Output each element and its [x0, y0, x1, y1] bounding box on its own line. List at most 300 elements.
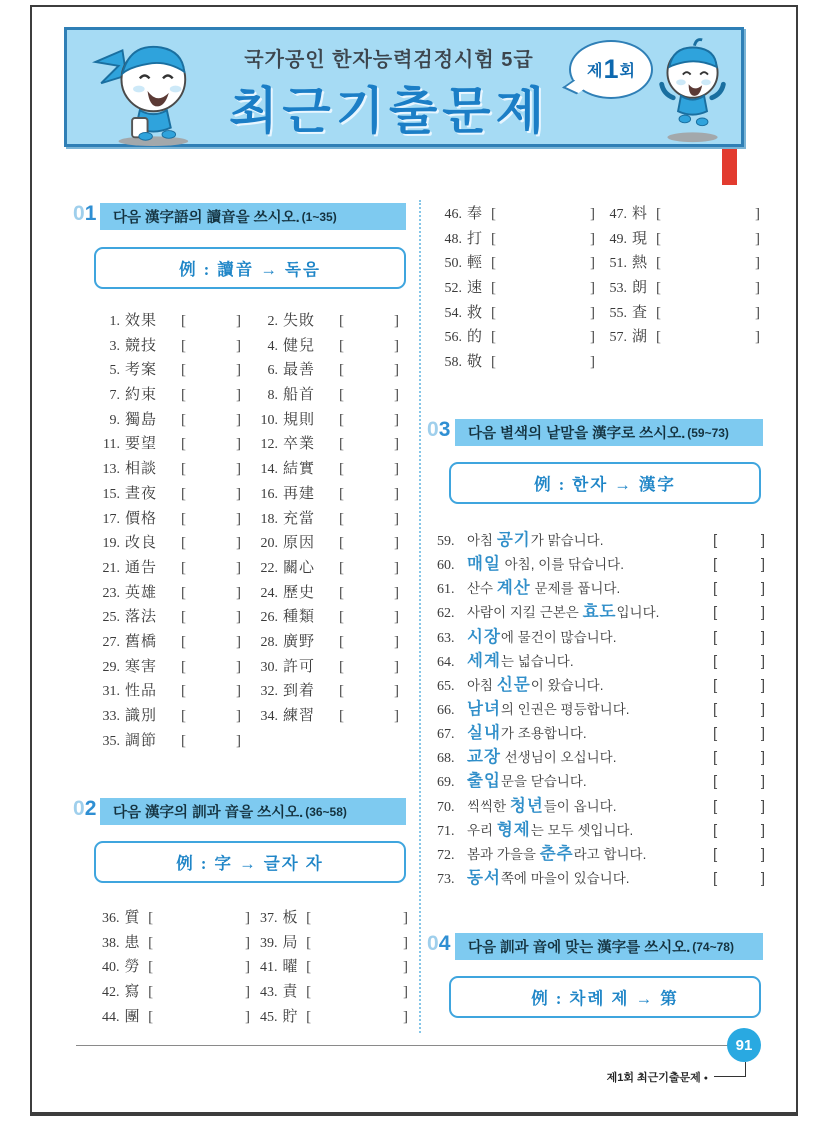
- question-item: [250, 309, 408, 334]
- bracket-close: ]: [236, 708, 241, 724]
- item-hanja: 廣野: [283, 633, 316, 650]
- highlighted-word: 형제: [496, 820, 531, 839]
- item-number: 1.: [109, 314, 120, 329]
- answer-blank: [181, 408, 241, 433]
- highlighted-word: 청년: [509, 796, 544, 815]
- item-number: 3.: [109, 338, 120, 354]
- item-number: 17.: [102, 511, 120, 527]
- answer-blank: [339, 655, 399, 680]
- bracket-close: ]: [755, 255, 760, 272]
- bracket-close: ]: [394, 436, 399, 453]
- answer-blank: [339, 507, 399, 532]
- highlighted-word: 계산: [496, 579, 531, 598]
- bracket-open: [: [491, 230, 496, 247]
- answer-blank: [713, 822, 765, 839]
- question-item: [92, 655, 250, 680]
- answer-blank: [306, 1005, 408, 1030]
- answer-blank: [713, 725, 765, 742]
- bracket-close: ]: [394, 708, 399, 724]
- page-edge-tab: [722, 149, 737, 185]
- item-hanja: 最善: [283, 362, 316, 379]
- bracket-open: [: [713, 628, 718, 646]
- item-number: 16.: [260, 486, 278, 502]
- bracket-close: ]: [760, 556, 765, 574]
- item-number: 52.: [444, 281, 462, 297]
- bracket-open: [: [491, 329, 496, 346]
- answer-blank: [339, 309, 399, 334]
- bracket-open: [: [181, 313, 186, 329]
- bracket-close: ]: [403, 910, 409, 926]
- bracket-close: ]: [245, 984, 251, 1001]
- answer-blank: [306, 980, 408, 1005]
- bracket-close: ]: [394, 313, 399, 329]
- question-item: [92, 556, 250, 581]
- bracket-close: ]: [236, 387, 241, 404]
- item-number: 5.: [109, 363, 120, 379]
- answer-blank: [656, 202, 760, 227]
- section-04-title-bar: [455, 933, 763, 960]
- section-01-title-bar: [100, 203, 406, 230]
- item-number: 20.: [260, 536, 278, 552]
- item-number: 4.: [267, 338, 278, 354]
- section-03-title-bar: [455, 419, 763, 446]
- sentence-text: [467, 816, 633, 840]
- bracket-close: ]: [236, 559, 241, 576]
- bracket-open: [: [181, 535, 186, 552]
- answer-blank: [148, 931, 250, 956]
- answer-blank: [713, 798, 765, 815]
- item-number: 24.: [260, 585, 278, 601]
- highlighted-word: 세계: [467, 651, 501, 670]
- bracket-open: [: [339, 461, 344, 478]
- answer-blank: [656, 276, 760, 301]
- item-hanja: 關心: [283, 559, 316, 576]
- answer-blank: [491, 202, 595, 227]
- item-number: 26.: [260, 610, 278, 626]
- item-number: 43.: [259, 985, 278, 1001]
- question-item: [92, 605, 250, 630]
- item-hanja: 料: [632, 206, 648, 222]
- answer-blank: [491, 301, 595, 326]
- answer-blank: [181, 581, 241, 606]
- item-number: 22.: [260, 560, 278, 576]
- bracket-open: [: [339, 485, 344, 502]
- item-number: 34.: [260, 709, 278, 724]
- item-number: 30.: [260, 659, 278, 675]
- item-number: 54.: [444, 305, 462, 321]
- sentence-suffix: 의 인권은 평등합니다.: [500, 701, 630, 717]
- sentence-item: [437, 864, 765, 888]
- item-number: 59.: [437, 534, 455, 549]
- bracket-open: [: [339, 362, 344, 379]
- section-number-light: 0: [73, 202, 85, 225]
- question-item: [599, 251, 764, 276]
- bracket-open: [: [306, 934, 312, 951]
- answer-blank: [148, 1005, 250, 1030]
- bracket-open: [: [656, 280, 661, 297]
- answer-blank: [339, 432, 399, 457]
- answer-blank: [306, 955, 408, 980]
- bracket-close: ]: [394, 510, 399, 527]
- answer-blank: [148, 980, 250, 1005]
- sentence-text: [467, 767, 587, 791]
- bracket-close: ]: [394, 387, 399, 404]
- question-item: [434, 350, 599, 375]
- sentence-item: [437, 792, 765, 816]
- sentence-item: [437, 671, 765, 695]
- item-hanja: 落法: [125, 609, 158, 626]
- question-item: [250, 605, 408, 630]
- answer-blank: [656, 251, 760, 276]
- bracket-open: [: [181, 362, 186, 379]
- answer-blank: [491, 276, 595, 301]
- bracket-open: [: [181, 732, 186, 749]
- item-number: 21.: [102, 560, 120, 576]
- sentence-text: [467, 647, 574, 671]
- bracket-open: [: [656, 304, 661, 321]
- bracket-open: [: [148, 1008, 154, 1025]
- bracket-close: ]: [760, 604, 765, 622]
- item-number: 15.: [102, 486, 120, 502]
- question-item: [92, 309, 250, 334]
- bracket-close: ]: [236, 732, 241, 749]
- bracket-close: ]: [403, 984, 409, 1001]
- bracket-close: ]: [394, 633, 399, 650]
- section-number-light: 0: [427, 932, 439, 955]
- item-hanja: 熱: [632, 255, 648, 272]
- bracket-close: ]: [755, 304, 760, 321]
- sentence-text: [467, 840, 646, 864]
- item-number: 31.: [102, 684, 120, 700]
- bracket-open: [: [713, 869, 718, 887]
- bracket-open: [: [181, 411, 186, 428]
- question-item: [250, 931, 408, 956]
- sentence-suffix: 입니다.: [616, 605, 660, 621]
- sentence-item: [437, 840, 765, 864]
- sentence-item: [437, 767, 765, 791]
- item-number: 66.: [437, 702, 455, 718]
- item-number: 64.: [437, 654, 455, 670]
- item-number: 9.: [109, 412, 120, 428]
- item-hanja: 結實: [283, 461, 316, 478]
- item-number: 42.: [101, 985, 120, 1001]
- section-02-title-bar: [100, 798, 406, 825]
- answer-blank: [339, 457, 399, 482]
- round-badge: [569, 40, 653, 99]
- bracket-open: [: [339, 708, 344, 724]
- question-item: [92, 704, 250, 729]
- highlighted-word: 신문: [496, 675, 531, 694]
- question-item: [250, 482, 408, 507]
- sentence-item: [437, 574, 765, 598]
- item-number: 71.: [437, 823, 455, 839]
- bracket-open: [: [656, 329, 661, 346]
- answer-blank: [181, 679, 241, 704]
- item-hanja: 査: [632, 304, 648, 321]
- question-item: [92, 358, 250, 383]
- bracket-close: ]: [590, 230, 595, 247]
- section-number-dark: 4: [438, 932, 451, 955]
- item-hanja: 卒業: [283, 436, 316, 453]
- question-item: [434, 251, 599, 276]
- question-item: [92, 931, 250, 956]
- footer-bullet-icon: ●: [703, 1075, 708, 1082]
- bracket-close: ]: [755, 230, 760, 247]
- bracket-open: [: [656, 206, 661, 222]
- bracket-close: ]: [760, 821, 765, 839]
- answer-blank: [339, 581, 399, 606]
- section-01-title: 다음 漢字語의 讀音을 쓰시오.: [113, 210, 300, 226]
- bracket-close: ]: [590, 280, 595, 297]
- bracket-close: ]: [760, 676, 765, 694]
- answer-blank: [491, 227, 595, 252]
- item-hanja: 英雄: [125, 584, 158, 601]
- item-hanja: 貯: [282, 1008, 298, 1025]
- item-hanja: 競技: [125, 337, 158, 354]
- bracket-open: [: [181, 584, 186, 601]
- question-item: [250, 556, 408, 581]
- section-02-item-list-a: [92, 906, 408, 1029]
- answer-blank: [491, 251, 595, 276]
- sentence-suffix: 쪽에 마을이 있습니다.: [500, 870, 630, 886]
- sentence-text: [467, 792, 616, 816]
- bracket-close: ]: [760, 532, 765, 549]
- sentence-item: [437, 719, 765, 743]
- bracket-open: [: [181, 559, 186, 576]
- question-item: [250, 457, 408, 482]
- item-hanja: 責: [282, 984, 298, 1001]
- answer-blank: [339, 334, 399, 359]
- answer-blank: [181, 358, 241, 383]
- bracket-close: ]: [394, 337, 399, 354]
- bracket-open: [: [181, 337, 186, 354]
- question-item: [92, 457, 250, 482]
- item-number: 65.: [437, 678, 455, 694]
- item-number: 29.: [102, 659, 120, 675]
- bracket-close: ]: [760, 869, 765, 887]
- question-item: [92, 679, 250, 704]
- item-hanja: 獨島: [125, 411, 158, 428]
- question-item: [250, 955, 408, 980]
- answer-blank: [713, 556, 765, 573]
- bracket-open: [: [491, 304, 496, 321]
- item-number: 12.: [260, 437, 278, 453]
- answer-blank: [713, 846, 765, 863]
- item-hanja: 相談: [125, 461, 158, 478]
- question-item: [250, 630, 408, 655]
- answer-blank: [181, 457, 241, 482]
- section-number-01: [73, 202, 96, 226]
- round-badge-number: 1: [603, 54, 619, 84]
- question-item: [599, 325, 764, 350]
- sentence-prefix: 우리: [467, 822, 497, 838]
- item-number: 33.: [102, 709, 120, 724]
- answer-blank: [339, 482, 399, 507]
- section-02-item-list-b: [434, 202, 764, 375]
- answer-blank: [181, 704, 241, 729]
- item-hanja: 種類: [283, 609, 316, 626]
- sentence-prefix: 사람이 지킬 근본은: [467, 605, 583, 621]
- bracket-open: [: [181, 708, 186, 724]
- item-number: 58.: [444, 355, 462, 371]
- answer-blank: [181, 655, 241, 680]
- answer-blank: [181, 605, 241, 630]
- question-item: [250, 383, 408, 408]
- bracket-open: [: [713, 821, 718, 839]
- question-item: [92, 955, 250, 980]
- sentence-item: [437, 526, 765, 550]
- item-number: 41.: [259, 960, 278, 976]
- answer-blank: [713, 580, 765, 597]
- bracket-open: [: [306, 910, 312, 926]
- bracket-open: [: [713, 580, 718, 598]
- column-divider: [419, 200, 421, 1033]
- sentence-text: [467, 695, 630, 719]
- section-02-title: 다음 漢字의 訓과 音을 쓰시오.: [113, 805, 304, 821]
- item-hanja: 失敗: [283, 313, 316, 329]
- bracket-close: ]: [236, 436, 241, 453]
- answer-blank: [339, 531, 399, 556]
- sentence-suffix: 들이 옵니다.: [543, 798, 617, 814]
- item-number: 8.: [267, 388, 278, 404]
- bracket-open: [: [713, 725, 718, 743]
- bracket-open: [: [306, 984, 312, 1001]
- bracket-open: [: [339, 535, 344, 552]
- bracket-close: ]: [403, 1008, 409, 1025]
- sentence-suffix: 문을 닫습니다.: [500, 774, 587, 790]
- item-number: 69.: [437, 775, 455, 791]
- bracket-open: [: [713, 652, 718, 670]
- question-item: [92, 531, 250, 556]
- section-number-02: [73, 797, 96, 821]
- sentence-text: [467, 719, 587, 743]
- item-number: 27.: [102, 634, 120, 650]
- bracket-open: [: [339, 633, 344, 650]
- bracket-close: ]: [590, 354, 595, 371]
- header-banner: [64, 27, 744, 147]
- bracket-open: [: [491, 255, 496, 272]
- sentence-suffix: 는 넓습니다.: [500, 653, 574, 669]
- item-number: 2.: [267, 314, 278, 329]
- sentence-item: [437, 598, 765, 622]
- bracket-open: [: [181, 461, 186, 478]
- bracket-close: ]: [236, 683, 241, 700]
- item-hanja: 改良: [125, 535, 158, 552]
- bracket-open: [: [148, 934, 154, 951]
- item-hanja: 許可: [283, 658, 316, 675]
- answer-blank: [339, 679, 399, 704]
- item-number: 11.: [103, 437, 120, 453]
- item-hanja: 寫: [124, 984, 140, 1001]
- item-number: 14.: [260, 462, 278, 478]
- highlighted-word: 매일: [467, 555, 501, 574]
- question-item: [434, 276, 599, 301]
- item-hanja: 歷史: [283, 584, 316, 601]
- bracket-close: ]: [760, 652, 765, 670]
- bracket-open: [: [339, 559, 344, 576]
- answer-blank: [656, 301, 760, 326]
- question-item: [92, 507, 250, 532]
- bracket-open: [: [491, 280, 496, 297]
- item-number: 6.: [267, 363, 278, 379]
- bracket-close: ]: [590, 329, 595, 346]
- question-item: [92, 334, 250, 359]
- section-01-example-box: 例 : 讀音 → 독음: [94, 247, 406, 289]
- item-number: 68.: [437, 751, 455, 767]
- bracket-close: ]: [760, 749, 765, 767]
- bracket-close: ]: [394, 535, 399, 552]
- question-item: [599, 276, 764, 301]
- item-hanja: 曜: [282, 959, 298, 976]
- bracket-open: [: [339, 683, 344, 700]
- section-03-title: 다음 별색의 낱말을 漢字로 쓰시오.: [468, 426, 686, 442]
- bracket-open: [: [181, 609, 186, 626]
- bracket-open: [: [713, 749, 718, 767]
- question-item: [250, 432, 408, 457]
- sentence-item: [437, 743, 765, 767]
- question-item: [92, 432, 250, 457]
- bracket-open: [: [339, 436, 344, 453]
- item-hanja: 朗: [632, 280, 648, 297]
- answer-blank: [181, 432, 241, 457]
- question-item: [92, 408, 250, 433]
- round-badge-suffix: 회: [619, 63, 635, 80]
- bracket-close: ]: [394, 362, 399, 379]
- item-hanja: 原因: [283, 535, 316, 552]
- sentence-suffix: 에 물건이 많습니다.: [500, 629, 617, 645]
- item-hanja: 充當: [283, 510, 316, 527]
- page-number-badge: 91: [727, 1028, 761, 1062]
- bracket-close: ]: [590, 304, 595, 321]
- item-number: 46.: [444, 207, 462, 222]
- sentence-suffix: 가 조용합니다.: [500, 726, 587, 742]
- question-item: [599, 301, 764, 326]
- item-number: 13.: [102, 462, 120, 478]
- bracket-open: [: [656, 230, 661, 247]
- item-number: 28.: [260, 634, 278, 650]
- item-number: 56.: [444, 330, 462, 346]
- bracket-close: ]: [245, 1008, 251, 1025]
- bracket-close: ]: [760, 773, 765, 791]
- bracket-open: [: [339, 584, 344, 601]
- item-hanja: 規則: [283, 411, 316, 428]
- item-hanja: 患: [124, 934, 140, 951]
- question-item: [250, 906, 408, 931]
- sentence-suffix: 라고 합니다.: [573, 846, 647, 862]
- item-hanja: 船首: [283, 387, 316, 404]
- sentence-prefix: 아침: [467, 533, 497, 548]
- answer-blank: [339, 556, 399, 581]
- bracket-close: ]: [394, 609, 399, 626]
- item-number: 37.: [259, 911, 278, 926]
- section-number-dark: 1: [84, 202, 97, 225]
- bracket-open: [: [339, 387, 344, 404]
- item-number: 36.: [101, 911, 120, 926]
- bracket-close: ]: [760, 725, 765, 743]
- answer-blank: [491, 325, 595, 350]
- item-number: 72.: [437, 847, 455, 863]
- bracket-open: [: [181, 510, 186, 527]
- question-item: [250, 1005, 408, 1030]
- section-number-dark: 2: [84, 797, 97, 820]
- question-item: [599, 227, 764, 252]
- question-item: [92, 1005, 250, 1030]
- bracket-close: ]: [394, 411, 399, 428]
- item-number: 57.: [609, 330, 627, 346]
- sentence-suffix: 는 모두 셋입니다.: [530, 822, 634, 838]
- bracket-close: ]: [403, 959, 409, 976]
- question-item: [92, 906, 250, 931]
